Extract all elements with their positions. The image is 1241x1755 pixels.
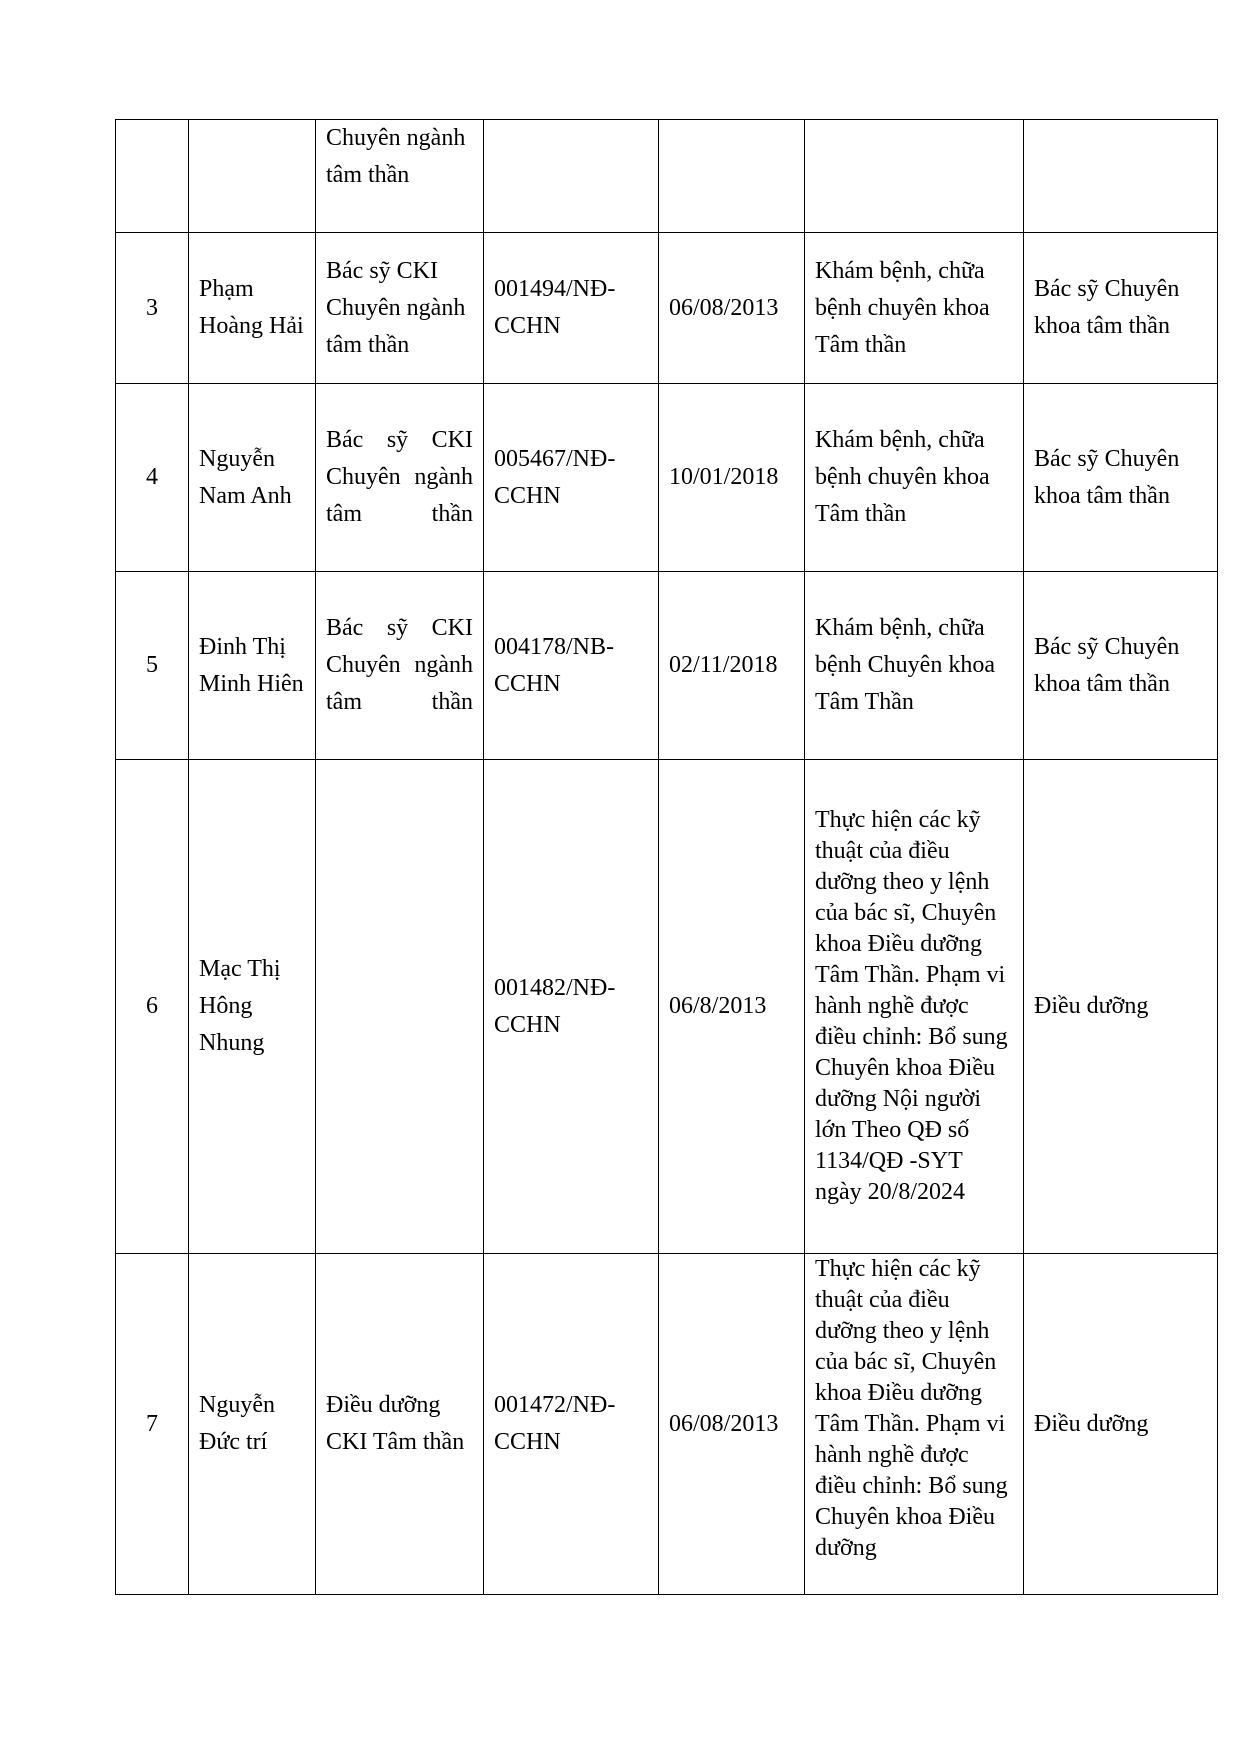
table-row [116, 120, 1218, 233]
position: Bác sỹ Chuyên khoa tâm thần [1024, 572, 1218, 760]
issue-date: 10/01/2018 [659, 384, 805, 572]
issue-date: 06/8/2013 [659, 760, 805, 1254]
license-number: 005467/NĐ-CCHN [484, 384, 659, 572]
position: Điều dưỡng [1024, 1254, 1218, 1595]
table-row [116, 1254, 1218, 1595]
practice-scope: Thực hiện các kỹ thuật của điều dưỡng theo y lệnh của bác sĩ, Chuyên khoa Điều dưỡng Tâm Thần. Phạm vi hành nghề được điều chỉnh: Bổ sung Chuyên khoa Điều dưỡng [805, 1254, 1024, 1595]
qualification: Bác sỹ CKI Chuyên ngành tâm thần [316, 384, 484, 572]
practice-scope [805, 120, 1024, 233]
issue-date: 02/11/2018 [659, 572, 805, 760]
position [1024, 120, 1218, 233]
issue-date [659, 120, 805, 233]
qualification: Bác sỹ CKI Chuyên ngành tâm thần [316, 572, 484, 760]
position: Bác sỹ Chuyên khoa tâm thần [1024, 384, 1218, 572]
license-number: 001472/NĐ-CCHN [484, 1254, 659, 1595]
qualification: Chuyên ngành tâm thần [316, 120, 484, 233]
row-number: 3 [116, 233, 189, 384]
practice-scope: Thực hiện các kỹ thuật của điều dưỡng theo y lệnh của bác sĩ, Chuyên khoa Điều dưỡng Tâm Thần. Phạm vi hành nghề được điều chỉnh: Bổ sung Chuyên khoa Điều dưỡng Nội người lớn Theo QĐ số 1134/QĐ -SYT ngày 20/8/2024 [805, 760, 1024, 1254]
practice-scope: Khám bệnh, chữa bệnh Chuyên khoa Tâm Thần [805, 572, 1024, 760]
issue-date: 06/08/2013 [659, 1254, 805, 1595]
license-number: 001494/NĐ-CCHN [484, 233, 659, 384]
staff-name: Nguyễn Đức trí [189, 1254, 316, 1595]
staff-name: Phạm Hoàng Hải [189, 233, 316, 384]
staff-name [189, 120, 316, 233]
license-number: 004178/NB-CCHN [484, 572, 659, 760]
practice-scope: Khám bệnh, chữa bệnh chuyên khoa Tâm thần [805, 233, 1024, 384]
qualification: Bác sỹ CKI Chuyên ngành tâm thần [316, 233, 484, 384]
staff-name: Đinh Thị Minh Hiên [189, 572, 316, 760]
practice-scope: Khám bệnh, chữa bệnh chuyên khoa Tâm thần [805, 384, 1024, 572]
qualification: Điều dưỡng CKI Tâm thần [316, 1254, 484, 1595]
staff-name: Nguyễn Nam Anh [189, 384, 316, 572]
staff-table [115, 119, 1218, 1595]
row-number [116, 120, 189, 233]
license-number: 001482/NĐ-CCHN [484, 760, 659, 1254]
table-row [116, 233, 1218, 384]
table-row [116, 760, 1218, 1254]
table-row [116, 572, 1218, 760]
row-number: 6 [116, 760, 189, 1254]
staff-name: Mạc Thị Hông Nhung [189, 760, 316, 1254]
position: Điều dưỡng [1024, 760, 1218, 1254]
position: Bác sỹ Chuyên khoa tâm thần [1024, 233, 1218, 384]
row-number: 7 [116, 1254, 189, 1595]
table-row [116, 384, 1218, 572]
row-number: 4 [116, 384, 189, 572]
issue-date: 06/08/2013 [659, 233, 805, 384]
license-number [484, 120, 659, 233]
qualification [316, 760, 484, 1254]
row-number: 5 [116, 572, 189, 760]
